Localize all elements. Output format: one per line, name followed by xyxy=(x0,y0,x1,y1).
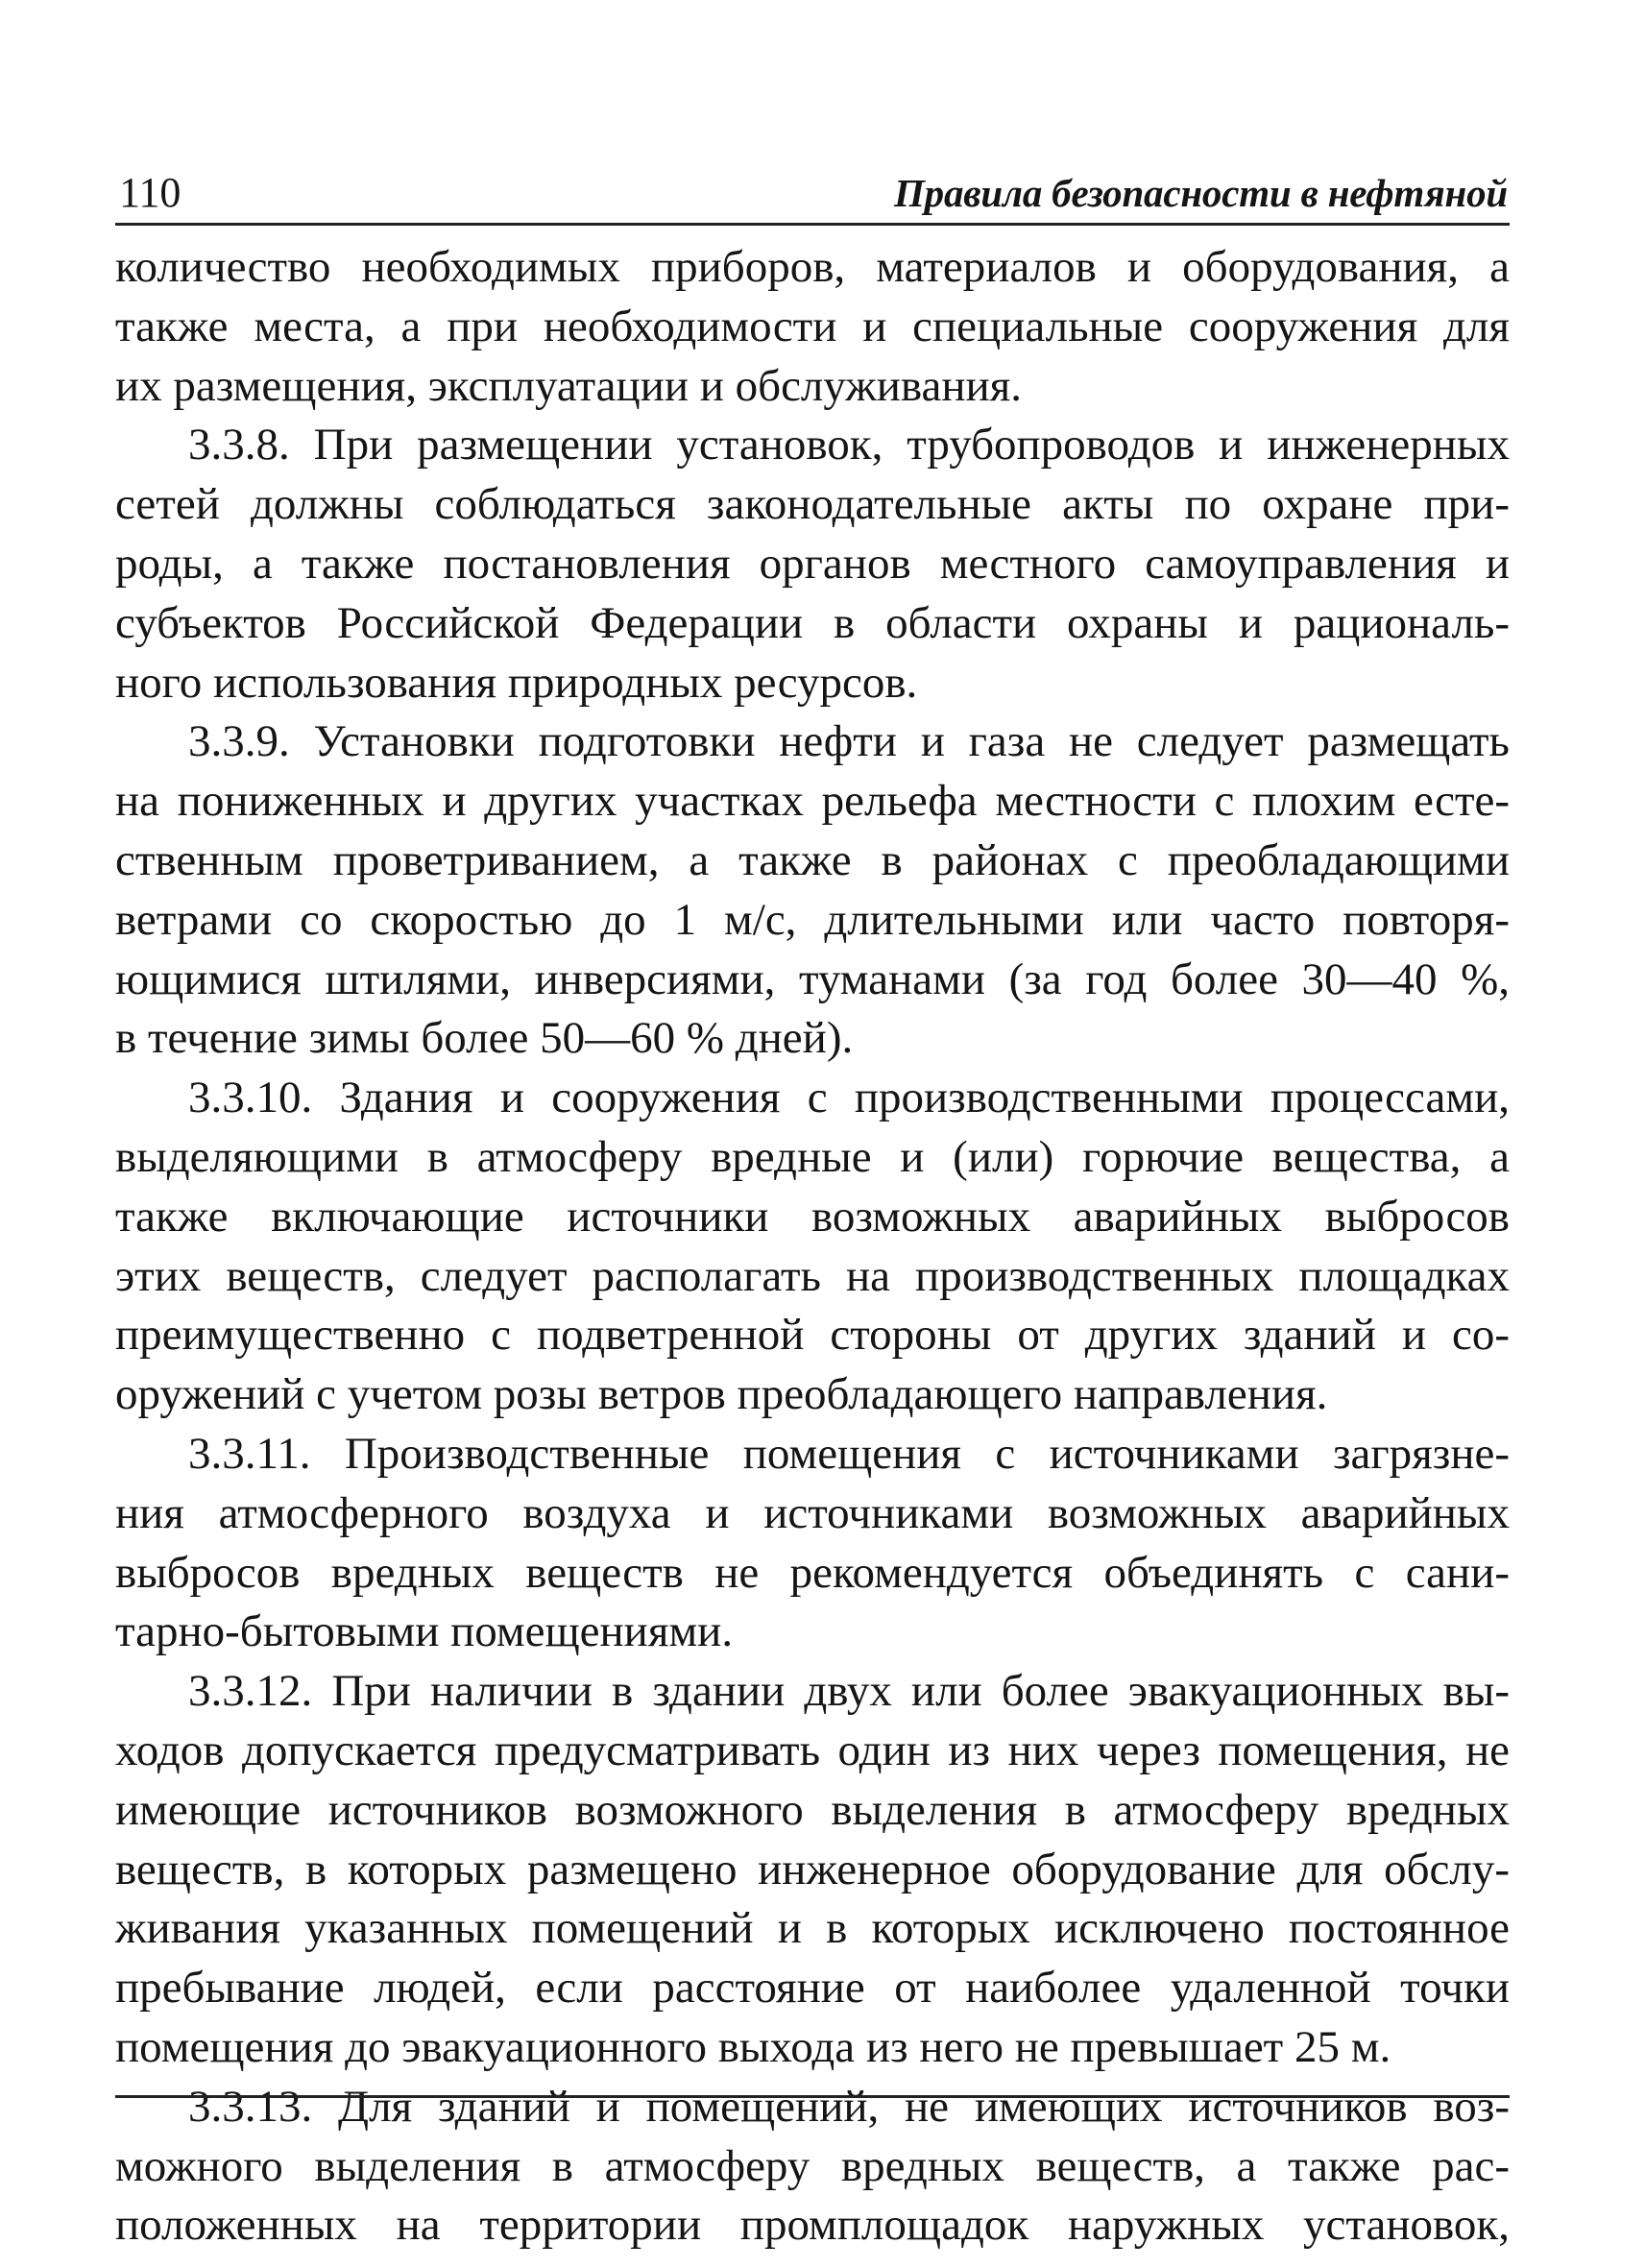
page-header xyxy=(115,163,1510,226)
text-line: имеющие источников возможного выделения в атмосферу вредных xyxy=(115,1784,1510,1835)
text-line: выделяющими в атмосферу вредные и (или) горючие вещества, а xyxy=(115,1131,1510,1182)
text-line: оружений с учетом розы ветров преобладающего направления. xyxy=(115,1369,1328,1420)
text-line: веществ, в которых размещено инженерное оборудование для обслу- xyxy=(115,1844,1510,1894)
text-line: помещения до эвакуационного выхода из него не превышает 25 м. xyxy=(115,2021,1391,2072)
text-line: пребывание людей, если расстояние от наиболее удаленной точки xyxy=(115,1963,1510,2014)
text-line: субъектов Российской Федерации в области охраны и рациональ- xyxy=(115,597,1510,648)
text-line: 3.3.11. Производственные помещения с источниками загрязне- xyxy=(188,1428,1510,1479)
text-line: 3.3.13. Для зданий и помещений, не имеющих источников воз- xyxy=(188,2081,1510,2132)
text-line: также места, а при необходимости и специальные сооружения для xyxy=(115,301,1510,351)
text-line: ветрами со скоростью до 1 м/с, длительными или часто повторя- xyxy=(115,894,1510,945)
text-line: ного использования природных ресурсов. xyxy=(115,657,918,708)
text-line: сетей должны соблюдаться законодательные акты по охране при- xyxy=(115,479,1510,530)
text-line: ния атмосферного воздуха и источниками возможных аварийных xyxy=(115,1487,1510,1538)
text-line: на пониженных и других участках рельефа местности с плохим есте- xyxy=(115,776,1510,827)
body-text xyxy=(115,238,1510,2256)
text-line: этих веществ, следует располагать на производственных площадках xyxy=(115,1250,1510,1301)
text-line: также включающие источники возможных аварийных выбросов xyxy=(115,1191,1510,1242)
text-line: их размещения, эксплуатации и обслуживания. xyxy=(115,360,1022,411)
text-line: ющимися штилями, инверсиями, туманами (за год более 30—40 %, xyxy=(115,953,1510,1004)
text-line: положенных на территории промплощадок наружных установок, xyxy=(115,2200,1510,2251)
text-line: роды, а также постановления органов местного самоуправления и xyxy=(115,538,1510,589)
text-line: выбросов вредных веществ не рекомендуется объединять с сани- xyxy=(115,1547,1510,1598)
text-line: ственным проветриванием, а также в районах с преобладающими xyxy=(115,834,1510,885)
footer-rule xyxy=(115,2095,1510,2098)
text-line: 3.3.12. При наличии в здании двух или более эвакуационных вы- xyxy=(188,1666,1510,1717)
text-line: живания указанных помещений и в которых исключено постоянное xyxy=(115,1903,1510,1954)
text-line: 3.3.9. Установки подготовки нефти и газа не следует размещать xyxy=(188,716,1510,767)
text-line: 3.3.8. При размещении установок, трубопроводов и инженерных xyxy=(188,420,1510,470)
text-line: количество необходимых приборов, материалов и оборудования, а xyxy=(115,242,1510,292)
text-line: в течение зимы более 50—60 % дней). xyxy=(115,1013,854,1064)
text-line: 3.3.10. Здания и сооружения с производственными процессами, xyxy=(188,1073,1510,1123)
text-line: преимущественно с подветренной стороны от других зданий и со- xyxy=(115,1310,1510,1361)
page-number: 110 xyxy=(119,169,181,216)
text-line: можного выделения в атмосферу вредных веществ, а также рас- xyxy=(115,2140,1510,2191)
text-line: ходов допускается предусматривать один из них через помещения, не xyxy=(115,1725,1510,1775)
running-title: Правила безопасности в нефтяной xyxy=(893,171,1508,215)
text-line: тарно-бытовыми помещениями. xyxy=(115,1606,734,1657)
